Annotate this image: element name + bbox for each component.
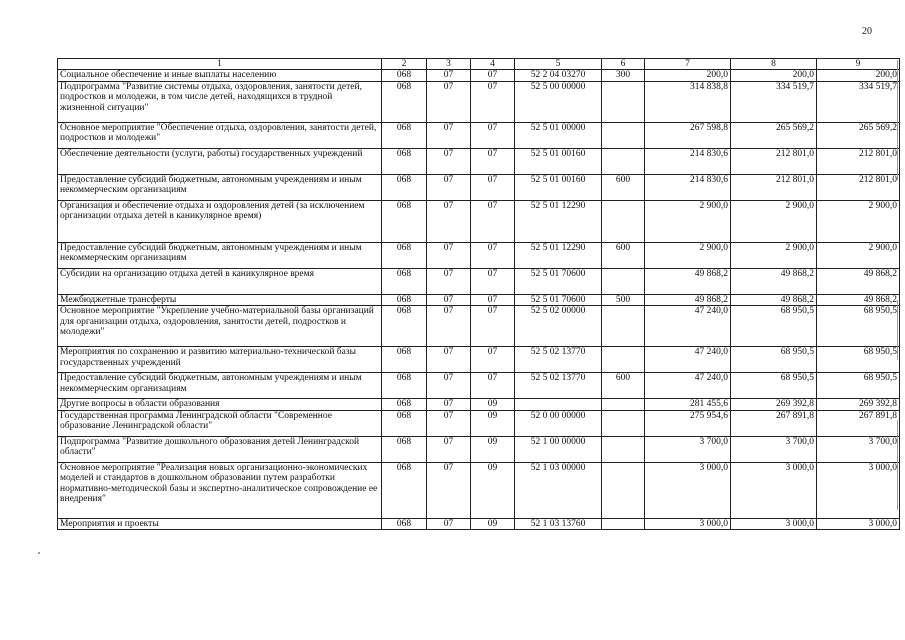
amount-year1-cell: 47 240,0 (645, 373, 731, 399)
amount-year1-cell: 200,0 (645, 70, 731, 82)
item-name-cell: Государственная программа Ленинградской области "Современное образование Ленинградской области" (58, 410, 382, 436)
table-row (58, 462, 900, 518)
budget-table (57, 58, 900, 530)
ministry-code-cell: 068 (382, 436, 427, 462)
ministry-code-cell: 068 (382, 373, 427, 399)
expense-type-cell: 600 (602, 373, 645, 399)
subsection-cell: 07 (471, 294, 515, 306)
expense-type-cell (602, 462, 645, 518)
ministry-code-cell: 068 (382, 462, 427, 518)
table-row (58, 70, 900, 82)
column-header: 9 (817, 59, 900, 70)
scan-margin-dot (38, 552, 40, 554)
amount-year3-cell: 2 900,0 (817, 200, 900, 242)
amount-year1-cell: 3 000,0 (645, 462, 731, 518)
column-header: 3 (427, 59, 471, 70)
item-name-cell: Основное мероприятие "Реализация новых организационно-экономических моделей и стандартов в дошкольном образовании путем разработки нормативно-методической базы и экспертно-аналитическое сопровождение ее внедрения" (58, 462, 382, 518)
item-name-cell: Мероприятия и проекты (58, 518, 382, 530)
expense-type-cell (602, 410, 645, 436)
amount-year3-cell: 68 950,5 (817, 306, 900, 347)
target-article-cell: 52 5 01 00160 (515, 174, 602, 200)
amount-year3-cell: 68 950,5 (817, 347, 900, 373)
expense-type-cell (602, 268, 645, 294)
subsection-cell: 09 (471, 436, 515, 462)
target-article-cell: 52 5 00 00000 (515, 81, 602, 122)
target-article-cell: 52 1 00 00000 (515, 436, 602, 462)
subsection-cell: 07 (471, 148, 515, 174)
scan-margin-mark (897, 60, 898, 180)
amount-year2-cell: 3 000,0 (731, 518, 817, 530)
section-cell: 07 (427, 373, 471, 399)
expense-type-cell (602, 148, 645, 174)
section-cell: 07 (427, 268, 471, 294)
amount-year2-cell: 68 950,5 (731, 347, 817, 373)
target-article-cell: 52 5 01 70600 (515, 268, 602, 294)
amount-year1-cell: 3 700,0 (645, 436, 731, 462)
table-row (58, 306, 900, 347)
ministry-code-cell: 068 (382, 122, 427, 148)
page-number: 20 (862, 26, 872, 37)
amount-year3-cell: 200,0 (817, 70, 900, 82)
subsection-cell: 09 (471, 399, 515, 411)
item-name-cell: Другие вопросы в области образования (58, 399, 382, 411)
ministry-code-cell: 068 (382, 81, 427, 122)
amount-year3-cell: 2 900,0 (817, 242, 900, 268)
ministry-code-cell: 068 (382, 410, 427, 436)
item-name-cell: Мероприятия по сохранению и развитию материально-технической базы государственных учреждений (58, 347, 382, 373)
section-cell: 07 (427, 81, 471, 122)
item-name-cell: Межбюджетные трансферты (58, 294, 382, 306)
expense-type-cell: 500 (602, 294, 645, 306)
section-cell: 07 (427, 347, 471, 373)
table-body (58, 70, 900, 530)
amount-year1-cell: 2 900,0 (645, 200, 731, 242)
item-name-cell: Субсидии на организацию отдыха детей в каникулярное время (58, 268, 382, 294)
section-cell: 07 (427, 242, 471, 268)
table-row (58, 122, 900, 148)
subsection-cell: 09 (471, 410, 515, 436)
scan-margin-mark (897, 300, 898, 360)
target-article-cell: 52 5 01 12290 (515, 242, 602, 268)
section-cell: 07 (427, 174, 471, 200)
table-row (58, 410, 900, 436)
amount-year2-cell: 2 900,0 (731, 242, 817, 268)
amount-year2-cell: 267 891,8 (731, 410, 817, 436)
expense-type-cell (602, 347, 645, 373)
table-row (58, 436, 900, 462)
table-row (58, 294, 900, 306)
amount-year1-cell: 2 900,0 (645, 242, 731, 268)
amount-year2-cell: 269 392,8 (731, 399, 817, 411)
ministry-code-cell: 068 (382, 268, 427, 294)
target-article-cell: 52 1 03 00000 (515, 462, 602, 518)
ministry-code-cell: 068 (382, 200, 427, 242)
expense-type-cell (602, 399, 645, 411)
table-header (58, 59, 900, 70)
section-cell: 07 (427, 122, 471, 148)
table-row (58, 200, 900, 242)
amount-year1-cell: 214 830,6 (645, 174, 731, 200)
amount-year1-cell: 281 455,6 (645, 399, 731, 411)
amount-year1-cell: 275 954,6 (645, 410, 731, 436)
header-row (58, 59, 900, 70)
amount-year3-cell: 68 950,5 (817, 373, 900, 399)
amount-year3-cell: 49 868,2 (817, 294, 900, 306)
section-cell: 07 (427, 518, 471, 530)
ministry-code-cell: 068 (382, 174, 427, 200)
item-name-cell: Предоставление субсидий бюджетным, автономным учреждениям и иным некоммерческим организациям (58, 174, 382, 200)
target-article-cell: 52 5 01 70600 (515, 294, 602, 306)
subsection-cell: 07 (471, 70, 515, 82)
expense-type-cell (602, 200, 645, 242)
amount-year2-cell: 212 801,0 (731, 174, 817, 200)
column-header: 7 (645, 59, 731, 70)
ministry-code-cell: 068 (382, 242, 427, 268)
subsection-cell: 07 (471, 200, 515, 242)
amount-year3-cell: 3 000,0 (817, 518, 900, 530)
target-article-cell: 52 5 02 13770 (515, 373, 602, 399)
ministry-code-cell: 068 (382, 294, 427, 306)
amount-year2-cell: 3 700,0 (731, 436, 817, 462)
amount-year3-cell: 49 868,2 (817, 268, 900, 294)
item-name-cell: Основное мероприятие "Укрепление учебно-материальной базы организаций для организации отдыха, оздоровления, занятости детей, подростков и молодежи" (58, 306, 382, 347)
target-article-cell: 52 1 03 13760 (515, 518, 602, 530)
section-cell: 07 (427, 462, 471, 518)
item-name-cell: Социальное обеспечение и иные выплаты населению (58, 70, 382, 82)
amount-year3-cell: 212 801,0 (817, 148, 900, 174)
ministry-code-cell: 068 (382, 399, 427, 411)
expense-type-cell (602, 518, 645, 530)
amount-year3-cell: 3 000,0 (817, 462, 900, 518)
table-row (58, 347, 900, 373)
amount-year1-cell: 49 868,2 (645, 294, 731, 306)
section-cell: 07 (427, 399, 471, 411)
subsection-cell: 07 (471, 174, 515, 200)
subsection-cell: 07 (471, 373, 515, 399)
amount-year2-cell: 49 868,2 (731, 268, 817, 294)
item-name-cell: Предоставление субсидий бюджетным, автономным учреждениям и иным некоммерческим организациям (58, 242, 382, 268)
expense-type-cell: 600 (602, 174, 645, 200)
target-article-cell: 52 5 02 00000 (515, 306, 602, 347)
amount-year1-cell: 47 240,0 (645, 347, 731, 373)
ministry-code-cell: 068 (382, 347, 427, 373)
amount-year1-cell: 267 598,8 (645, 122, 731, 148)
section-cell: 07 (427, 70, 471, 82)
subsection-cell: 07 (471, 242, 515, 268)
section-cell: 07 (427, 306, 471, 347)
table-row (58, 174, 900, 200)
amount-year3-cell: 269 392,8 (817, 399, 900, 411)
expense-type-cell (602, 81, 645, 122)
target-article-cell: 52 5 02 13770 (515, 347, 602, 373)
item-name-cell: Предоставление субсидий бюджетным, автономным учреждениям и иным некоммерческим организациям (58, 373, 382, 399)
expense-type-cell (602, 306, 645, 347)
amount-year3-cell: 267 891,8 (817, 410, 900, 436)
table-row (58, 373, 900, 399)
target-article-cell (515, 399, 602, 411)
expense-type-cell: 600 (602, 242, 645, 268)
target-article-cell: 52 2 04 03270 (515, 70, 602, 82)
expense-type-cell (602, 122, 645, 148)
scan-margin-mark (897, 420, 898, 510)
subsection-cell: 07 (471, 122, 515, 148)
amount-year3-cell: 212 801,0 (817, 174, 900, 200)
amount-year2-cell: 334 519,7 (731, 81, 817, 122)
item-name-cell: Подпрограмма "Развитие системы отдыха, оздоровления, занятости детей, подростков и молодежи, в том числе детей, находящихся в трудной жизненной ситуации" (58, 81, 382, 122)
table-row (58, 242, 900, 268)
amount-year2-cell: 212 801,0 (731, 148, 817, 174)
amount-year2-cell: 68 950,5 (731, 373, 817, 399)
amount-year2-cell: 2 900,0 (731, 200, 817, 242)
subsection-cell: 07 (471, 347, 515, 373)
amount-year3-cell: 265 569,2 (817, 122, 900, 148)
ministry-code-cell: 068 (382, 306, 427, 347)
target-article-cell: 52 0 00 00000 (515, 410, 602, 436)
column-header: 1 (58, 59, 382, 70)
column-header: 4 (471, 59, 515, 70)
target-article-cell: 52 5 01 00000 (515, 122, 602, 148)
column-header: 8 (731, 59, 817, 70)
item-name-cell: Организация и обеспечение отдыха и оздоровления детей (за исключением организации отдыха детей в каникулярное время) (58, 200, 382, 242)
target-article-cell: 52 5 01 12290 (515, 200, 602, 242)
table-row (58, 518, 900, 530)
section-cell: 07 (427, 148, 471, 174)
item-name-cell: Основное мероприятие "Обеспечение отдыха, оздоровления, занятости детей, подростков и молодежи" (58, 122, 382, 148)
amount-year2-cell: 49 868,2 (731, 294, 817, 306)
table-row (58, 268, 900, 294)
column-header: 6 (602, 59, 645, 70)
column-header: 5 (515, 59, 602, 70)
section-cell: 07 (427, 200, 471, 242)
table-row (58, 399, 900, 411)
amount-year3-cell: 3 700,0 (817, 436, 900, 462)
ministry-code-cell: 068 (382, 70, 427, 82)
section-cell: 07 (427, 294, 471, 306)
amount-year3-cell: 334 519,7 (817, 81, 900, 122)
subsection-cell: 09 (471, 462, 515, 518)
item-name-cell: Подпрограмма "Развитие дошкольного образования детей Ленинградской области" (58, 436, 382, 462)
subsection-cell: 07 (471, 81, 515, 122)
amount-year2-cell: 3 000,0 (731, 462, 817, 518)
subsection-cell: 09 (471, 518, 515, 530)
target-article-cell: 52 5 01 00160 (515, 148, 602, 174)
ministry-code-cell: 068 (382, 148, 427, 174)
amount-year1-cell: 49 868,2 (645, 268, 731, 294)
expense-type-cell: 300 (602, 70, 645, 82)
ministry-code-cell: 068 (382, 518, 427, 530)
subsection-cell: 07 (471, 306, 515, 347)
amount-year1-cell: 214 830,6 (645, 148, 731, 174)
table-row (58, 148, 900, 174)
section-cell: 07 (427, 410, 471, 436)
subsection-cell: 07 (471, 268, 515, 294)
table-row (58, 81, 900, 122)
amount-year2-cell: 265 569,2 (731, 122, 817, 148)
amount-year2-cell: 68 950,5 (731, 306, 817, 347)
amount-year1-cell: 3 000,0 (645, 518, 731, 530)
amount-year2-cell: 200,0 (731, 70, 817, 82)
amount-year1-cell: 47 240,0 (645, 306, 731, 347)
expense-type-cell (602, 436, 645, 462)
section-cell: 07 (427, 436, 471, 462)
item-name-cell: Обеспечение деятельности (услуги, работы) государственных учреждений (58, 148, 382, 174)
amount-year1-cell: 314 838,8 (645, 81, 731, 122)
column-header: 2 (382, 59, 427, 70)
